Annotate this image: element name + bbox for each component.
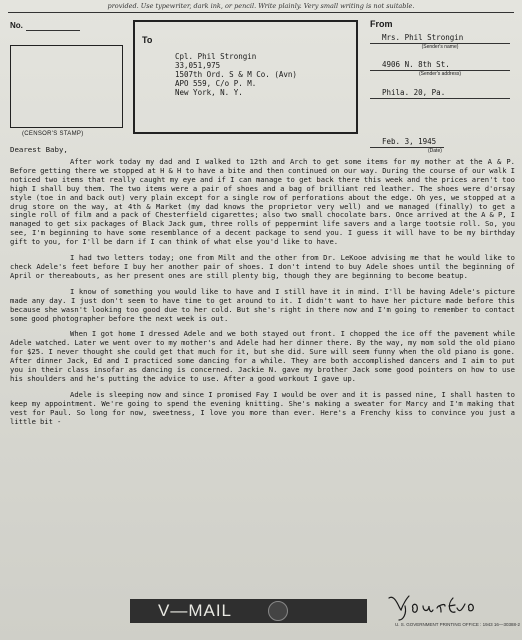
vmail-logo: V—MAIL (157, 601, 233, 620)
form-instructions: provided. Use typewriter, dark ink, or pencil. Write plainly. Very small writing is not suitable. (107, 2, 415, 10)
sender-name: Mrs. Phil Strongin (382, 33, 464, 42)
censor-stamp-label: (CENSOR'S STAMP) (22, 131, 84, 137)
letter-paragraph: I know of something you would like to have and I still have it in mind. I'll be having Adele's picture made any day. I just don't seem to have time to get around to it. I didn't want to have her picture made before this because she wasn't looking too good due to her cold. But she's right in there now and I'm going to remember to contact some good photographer before the next week is out. (10, 286, 515, 323)
recipient-serial: 33,051,975 (175, 61, 221, 70)
date-field (370, 137, 510, 154)
date-caption: (Date) (428, 148, 442, 154)
recipient-unit: 1507th Ord. S & M Co. (Avn) (175, 70, 297, 79)
number-line (26, 30, 80, 31)
recipient-name: Cpl. Phil Strongin (175, 52, 257, 61)
letter-greeting: Dearest Baby, (10, 145, 68, 154)
letter-paragraph: When I got home I dressed Adele and we both stayed out front. I chopped the ice off the pavement while Adele watched. Later we went over to my mother's and Adele had her dinner there. By the way, my mom sold the old piano for $25. I never thought she could get that much for it, but she did. Sure will seem funny when the old piano is gone. After dinner Jack, Ed and I practiced some dancing for a while. They are both accomplished dancers and I aim to put you in their class insofar as dancing is concerned. Jackie N. gave my brother Jack some good pointers on how to use his shoulders and he's putting the advice to use. After a good workout I gave up. (10, 329, 515, 383)
printing-office-note: U. S. GOVERNMENT PRINTING OFFICE : 1943 16—30388-2 (395, 622, 520, 627)
recipient-address (175, 52, 297, 97)
letter-paragraph: After work today my dad and I walked to 12th and Arch to get some items for my mother at the A & P. Before getting there we stopped at H & H to have a bite and then continued on our way. During the course of our walk I noticed two items that really caught my eye and if I can manage to get back there this week and the prices aren't too high I shall buy them. The two items were a pair of shoes and a bag of brilliant red leather. The shoes were d'orsay style (toe in and back out) very plain except for a single row of perforations about the edge. Oh yes, we stopped at a drug store on the way, at 4th & Market (my dad knows the proprietor very well) and we managed (finally) to get a single roll of film and a pack of Chesterfield cigarettes; also two small chocolate bars. Once arrived at the A & P, I managed to get six packages of Black Jack gum, three rolls of peppermint life savers and a large tootsie roll. So, you see, I'm beginning to have some resemblance of a decent package to send you. I guess it will have to be my birthday gift to you, for I'll be darn if I can think of what else you'd like to have. (10, 157, 515, 247)
seal-icon (268, 601, 288, 621)
censor-stamp-box (10, 45, 123, 128)
letter-date: Feb. 3, 1945 (382, 137, 437, 146)
to-label: To (142, 35, 153, 45)
letter-paragraph: Adele is sleeping now and since I promised Fay I would be over and it is passed nine, I shall hasten to keep my appointment. We're going to spend the evening knitting. She's making a sweater for Marcy and I'm making that vest for Paul. So long for now, sweetness, I love you more than ever. Here's a Frenchy kiss to convince you just a little bit - (10, 389, 515, 426)
handwritten-signature (385, 590, 485, 626)
sender-name-caption: (Sender's name) (421, 44, 459, 50)
sender-address-caption: (Sender's address) (418, 71, 462, 77)
recipient-city: New York, N. Y. (175, 88, 243, 97)
sender-name-field (370, 33, 510, 51)
recipient-apo: APO 559, C/o P. M. (175, 79, 257, 88)
sender-city: Phila. 20, Pa. (382, 88, 446, 97)
vmail-footer-bar (130, 599, 367, 623)
sender-street-field (370, 60, 510, 78)
sender-city-field (370, 88, 510, 99)
from-label: From (370, 19, 393, 29)
number-label: No. (10, 21, 23, 30)
letter-paragraph: I had two letters today; one from Milt and the other from Dr. LeKooe advising me that he would like to check Adele's feet before I buy her another pair of shoes. I don't intend to buy Adele shoes until the beginning of April or thereabouts, as her present ones are still plenty big, though they are beginning to become beatup. (10, 253, 515, 280)
header-divider (8, 12, 514, 13)
letter-body (10, 158, 515, 433)
sender-street: 4906 N. 8th St. (382, 60, 450, 69)
